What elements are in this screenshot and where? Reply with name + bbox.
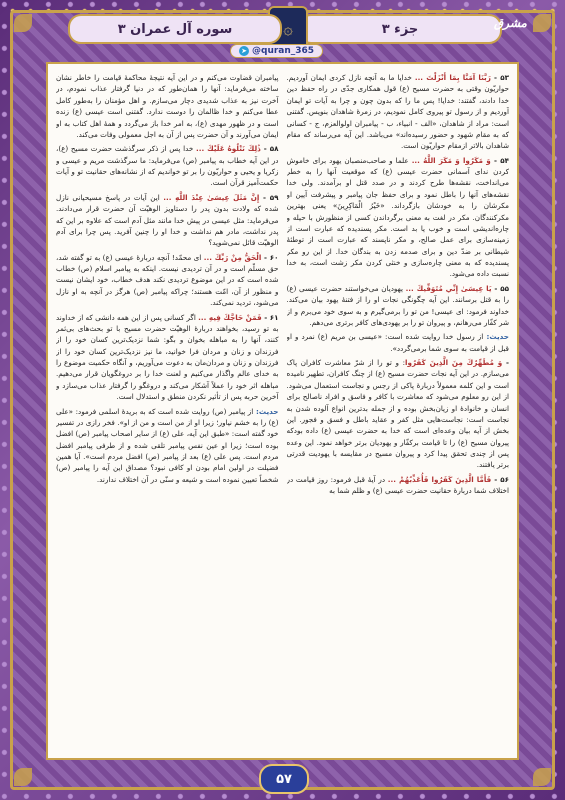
arabic-verse: ذَٰلِكَ نَتْلُوهُ عَلَيْكَ ... [196,144,261,154]
commentary-paragraph [56,252,279,309]
commentary-paragraph [56,312,279,403]
commentary-paragraph [287,283,510,329]
arabic-verse: الْحَقُّ مِنْ رَبِّكَ ... [203,252,262,262]
arabic-verse: فَمَنْ حَاجَّكَ فِيهِ ... [198,312,262,322]
commentary-content [46,62,519,760]
paragraph-text: ای محمّد! آنچه دربارهٔ عیسی (ع) به تو گفته شد، حق مسلّم است و در آن تردیدی نیست. اینکه به پیامبر اسلام (ص) خطاب شده است که در این موضوع تردیدی نکند هدف خطاب، خود ایشان نیست و منظور از آن، امّت هستند؛ چراکه پیامبر (ص) هرگز در آنچه به او نازل می‌شود، تردید نمی‌کند. [56,252,279,308]
arabic-verse: إِنَّ مَثَلَ عِيسَىٰ عِنْدَ اللَّهِ ... [163,192,260,202]
verse-number: - [502,358,509,367]
commentary-paragraph [287,72,510,152]
page-number: ۵۷ [259,764,309,794]
verse-number: ۶۰ - [261,252,279,262]
commentary-paragraph [287,331,510,354]
corner-ornament-icon [533,768,551,786]
hadith-label: حدیث: [253,406,279,416]
corner-ornament-icon [14,768,32,786]
surah-label: سوره آل عمران ۳ [68,14,282,44]
paragraph-text: این آیات در پاسخ مسیحیانی نازل شده که ولادت بدون پدر را دستاویز الوهیّت آن حضرت قرار می‌دادند. می‌فرماید: مثل عیسی در پیش خدا مانند مثل آدم است که علاوه بر این که پدر نداشت، مادر هم نداشت و خدا او را چنین آفرید. پس چرا برای آدم الوهیّت قائل نمی‌شوید؟ [56,192,279,248]
verse-number: ۶۱ - [261,312,279,322]
right-column [287,72,510,752]
arabic-verse: يَا عِيسَىٰ إِنِّي مُتَوَفِّيكَ ... [405,283,492,293]
commentary-paragraph [56,143,279,189]
arabic-verse: فَأَمَّا الَّذِينَ كَفَرُوا فَأُعَذِّبُهُمْ ... [387,474,492,484]
commentary-paragraph [287,357,510,471]
commentary-paragraph [287,474,510,497]
paragraph-text: خدا پس از ذکر سرگذشت حضرت مسیح (ع)، در این آیه خطاب به پیامبر (ص) می‌فرماید: ما سرگذشت مریم و عیسی و زکریا و یحیی و حواریّون را بر تو خواندیم که از نشانه‌های حقانیت تو و آیات حکمت‌آمیز قرآن است. [56,144,279,188]
paragraph-text: اگر کسانی پس از این همه دانشی که از خداوند به تو رسید، بخواهند دربارهٔ الوهیّت حضرت مسیح با تو بحث‌های بی‌ثمر کنند، آنها را به مباهله بخوان و بگو: شما نزدیک‌ترین کسان خود را از فرزندان و زنان و مردان فرا خوانید، ما نیز نزدیک‌ترین کسان خود را از فرزندان و زنان و مردان‌مان به دعوت می‌آوریم، و آنگاه حکمیت موضوع را به خدای عالم واگذار می‌کنیم و لعنت خدا را بر دروغگویان قرار می‌دهیم. مباهله اثر خود را عملاً آشکار می‌کند و دروغگو را گرفتار عذاب می‌سازد و آخرین حربه پس از تأثیر نکردن منطق و استدلال است. [56,312,279,402]
paragraph-text: : و تو را از شرّ معاشرت کافران پاک می‌سازم. در این آیه نجات حضرت مسیح (ع) از چنگ کافران، تطهیر نامیده است و این کلمه معمولاً دربارهٔ پاکی از رجس و نجاست استعمال می‌شود. از این رو معلوم می‌شود که معاشرت با کافر و فاسق و افراد ناصالح برای انسان و خانوادهٔ او زیان‌بخش بوده و از جمله بدترین انواع آلوده شدن به نجاست است: نجاست‌هایی مثل کفر و عقاید باطل و فسق و فجور. این بخش از آیه بیان وعده‌ای است که خدا به حضرت عیسی (ع) داده بودکه پیروان مسیح (ع) را تا قیامت برکفّار و یهودیان برتر خواهد نمود. این وعده پس از چندی تحقق پیدا کرد و پیروان مسیح در مقایسه با یهودیت قدرتی برتر یافتند. [286,358,509,470]
commentary-paragraph [56,406,279,486]
channel-tag[interactable] [230,44,323,58]
arabic-verse: وَ مُطَهِّرُكَ مِنَ الَّذِينَ كَفَرُوا [405,358,503,367]
paragraph-text: خدایا ما به آنچه نازل کردی ایمان آوردیم. حواریّون وقتی به حضرت مسیح (ع) قول همکاری جدّی در راه حفظ دین خدا دادند، گفتند: خدایا! پس ما را که بدون چون و چرا به آیات تو ایمان آوردیم و از رسول تو پیروی کامل نمودیم، در زمرهٔ شاهدان بنویس. گفتنی است: مراد از شاهدان، «الف - انبیاء، ب - پیامبران اولوالعزم، ج - کسانی که به مقام شهود و حضور رسیده‌اند» می‌باشد. این آیه می‌رساند که مقام شاهدان بالاتر ازمقام حواریّون است. [286,73,509,151]
paragraph-text: از پیامبر (ص) روایت شده است که به بریدهٔ اسلمی فرمود: «علی (ع) را به خشم نیاور؛ زیرا او از من است و من از او». فخر رازی در تفسیر خود گفته است: «طبق این آیه، علی (ع) از سایر اصحاب پیامبر (ص) افضل بوده است؛ زیرا او عین نفس پیامبر تلقی شده و از طرفی پیامبر افضل مردم است. پس علی (ع) بعد از پیامبر (ص) افضل مردم است». آیا همین فضیلت در اولین امام بودن او کافی نبود؟ مصداق این آیه را پیامبر (ص) شخصاً تعیین نموده است و شیعه و سنّی در آن اختلاف ندارند. [56,406,279,484]
hadith-label: حدیث: [483,332,509,342]
verse-number: ۵۹ - [259,192,279,202]
left-column [56,72,279,752]
arabic-verse: وَ مَكَرُوا وَ مَكَرَ اللَّهُ ... [411,155,491,165]
mosque-emblem-icon: ۞ [268,6,308,50]
commentary-paragraph [56,72,279,140]
verse-number: ۵۴ - [490,155,509,165]
paragraph-text: علما و صاحب‌منصبان یهود برای خاموش کردن ندای آسمانی حضرت عیسی (ع) که موقعیت آنها را به خطر می‌انداخت، نقشه‌ها طرح کردند و در صدد قتل او برآمدند. ولی خدا نقشه‌های آنها را باطل نمود و برای حفظ جان پیامبر و پیشرفت آیین او مکرشان را به خودشان بازگرداند. «خَيْرُ الْمَاكِرِينَ» یعنی بهترین مکرکنندگان. مکر در لغت به معنی برگرداندن کسی از منظورش با حیله و چاره‌اندیشی است و خوب‌ یا بد است. مکر پسندیده که عبارت است از زمینه‌سازی برای عمل صالح، و مکر ناپسند که عبارت است از توطئهٔ شیطانی بر ضدّ دین و برای صدمه زدن به بندگان خدا. از این رو مکر پسندیده که به معنی چاره‌سازی و خنثی کردن مکر زشت است، به خدا نسبت داده می‌شود. [286,155,509,279]
commentary-paragraph [287,155,510,280]
paragraph-text: پیامبران قضاوت می‌کنم و در این آیه نتیجهٔ محاکمهٔ قیامت را خاطر نشان ساخته می‌فرماید: آنها را همان‌طور که در دنیا گرفتار عذاب نمودم، در آخرت نیز به عذاب شدیدی دچار می‌سازم. و اهل مؤمنان را به‌طور کامل عطا می‌کنم و خدا ظالمان را دوست ندارد. گفتنی است عیسی (ع) زنده است و در ظهور مهدی (ع)، به امر خدا باز می‌گردد و همهٔ اهل کتاب به او ایمان می‌آورند و آن حضرت پس از آن به اجل معمولی وفات می‌کند. [56,73,279,139]
verse-number: ۵۶ - [491,474,509,484]
juz-label: جزء ۳ [298,14,502,44]
verse-number: ۵۵ - [491,283,509,293]
commentary-paragraph [56,192,279,249]
verse-number: ۵۳ - [490,73,509,82]
verse-number: ۵۸ - [260,144,279,154]
telegram-icon: ➤ [239,46,249,56]
channel-handle: @quran_365 [252,46,315,56]
paragraph-text: در آیهٔ قبل فرمود: روز قیامت در اختلاف شما دربارهٔ حقانیت حضرت عیسی (ع) و ظلم شما به [286,474,509,496]
paragraph-text: یهودیان می‌خواستند حضرت عیسی (ع) را به قتل برسانند. این آیه چگونگی نجات او را از فتنهٔ یهود بیان می‌کند. خداوند فرمود: ای عیسی! من تو را برمی‌گیرم و به سوی خود می‌برم و از شر کفّار می‌رهانم، و پیروان تو را بر یهودی‌های کافر برتری می‌دهم. [286,283,509,327]
paragraph-text: از رسول خدا روایت شده است: «عیسی بن مریم (ع) نمرد و او قبل از قیامت به سوی شما برمی‌گردد». [286,332,509,353]
arabic-verse: رَبَّنَا آمَنَّا بِمَا أَنْزَلْتَ ... [414,73,491,82]
brand-logo: مشرق [493,16,527,30]
